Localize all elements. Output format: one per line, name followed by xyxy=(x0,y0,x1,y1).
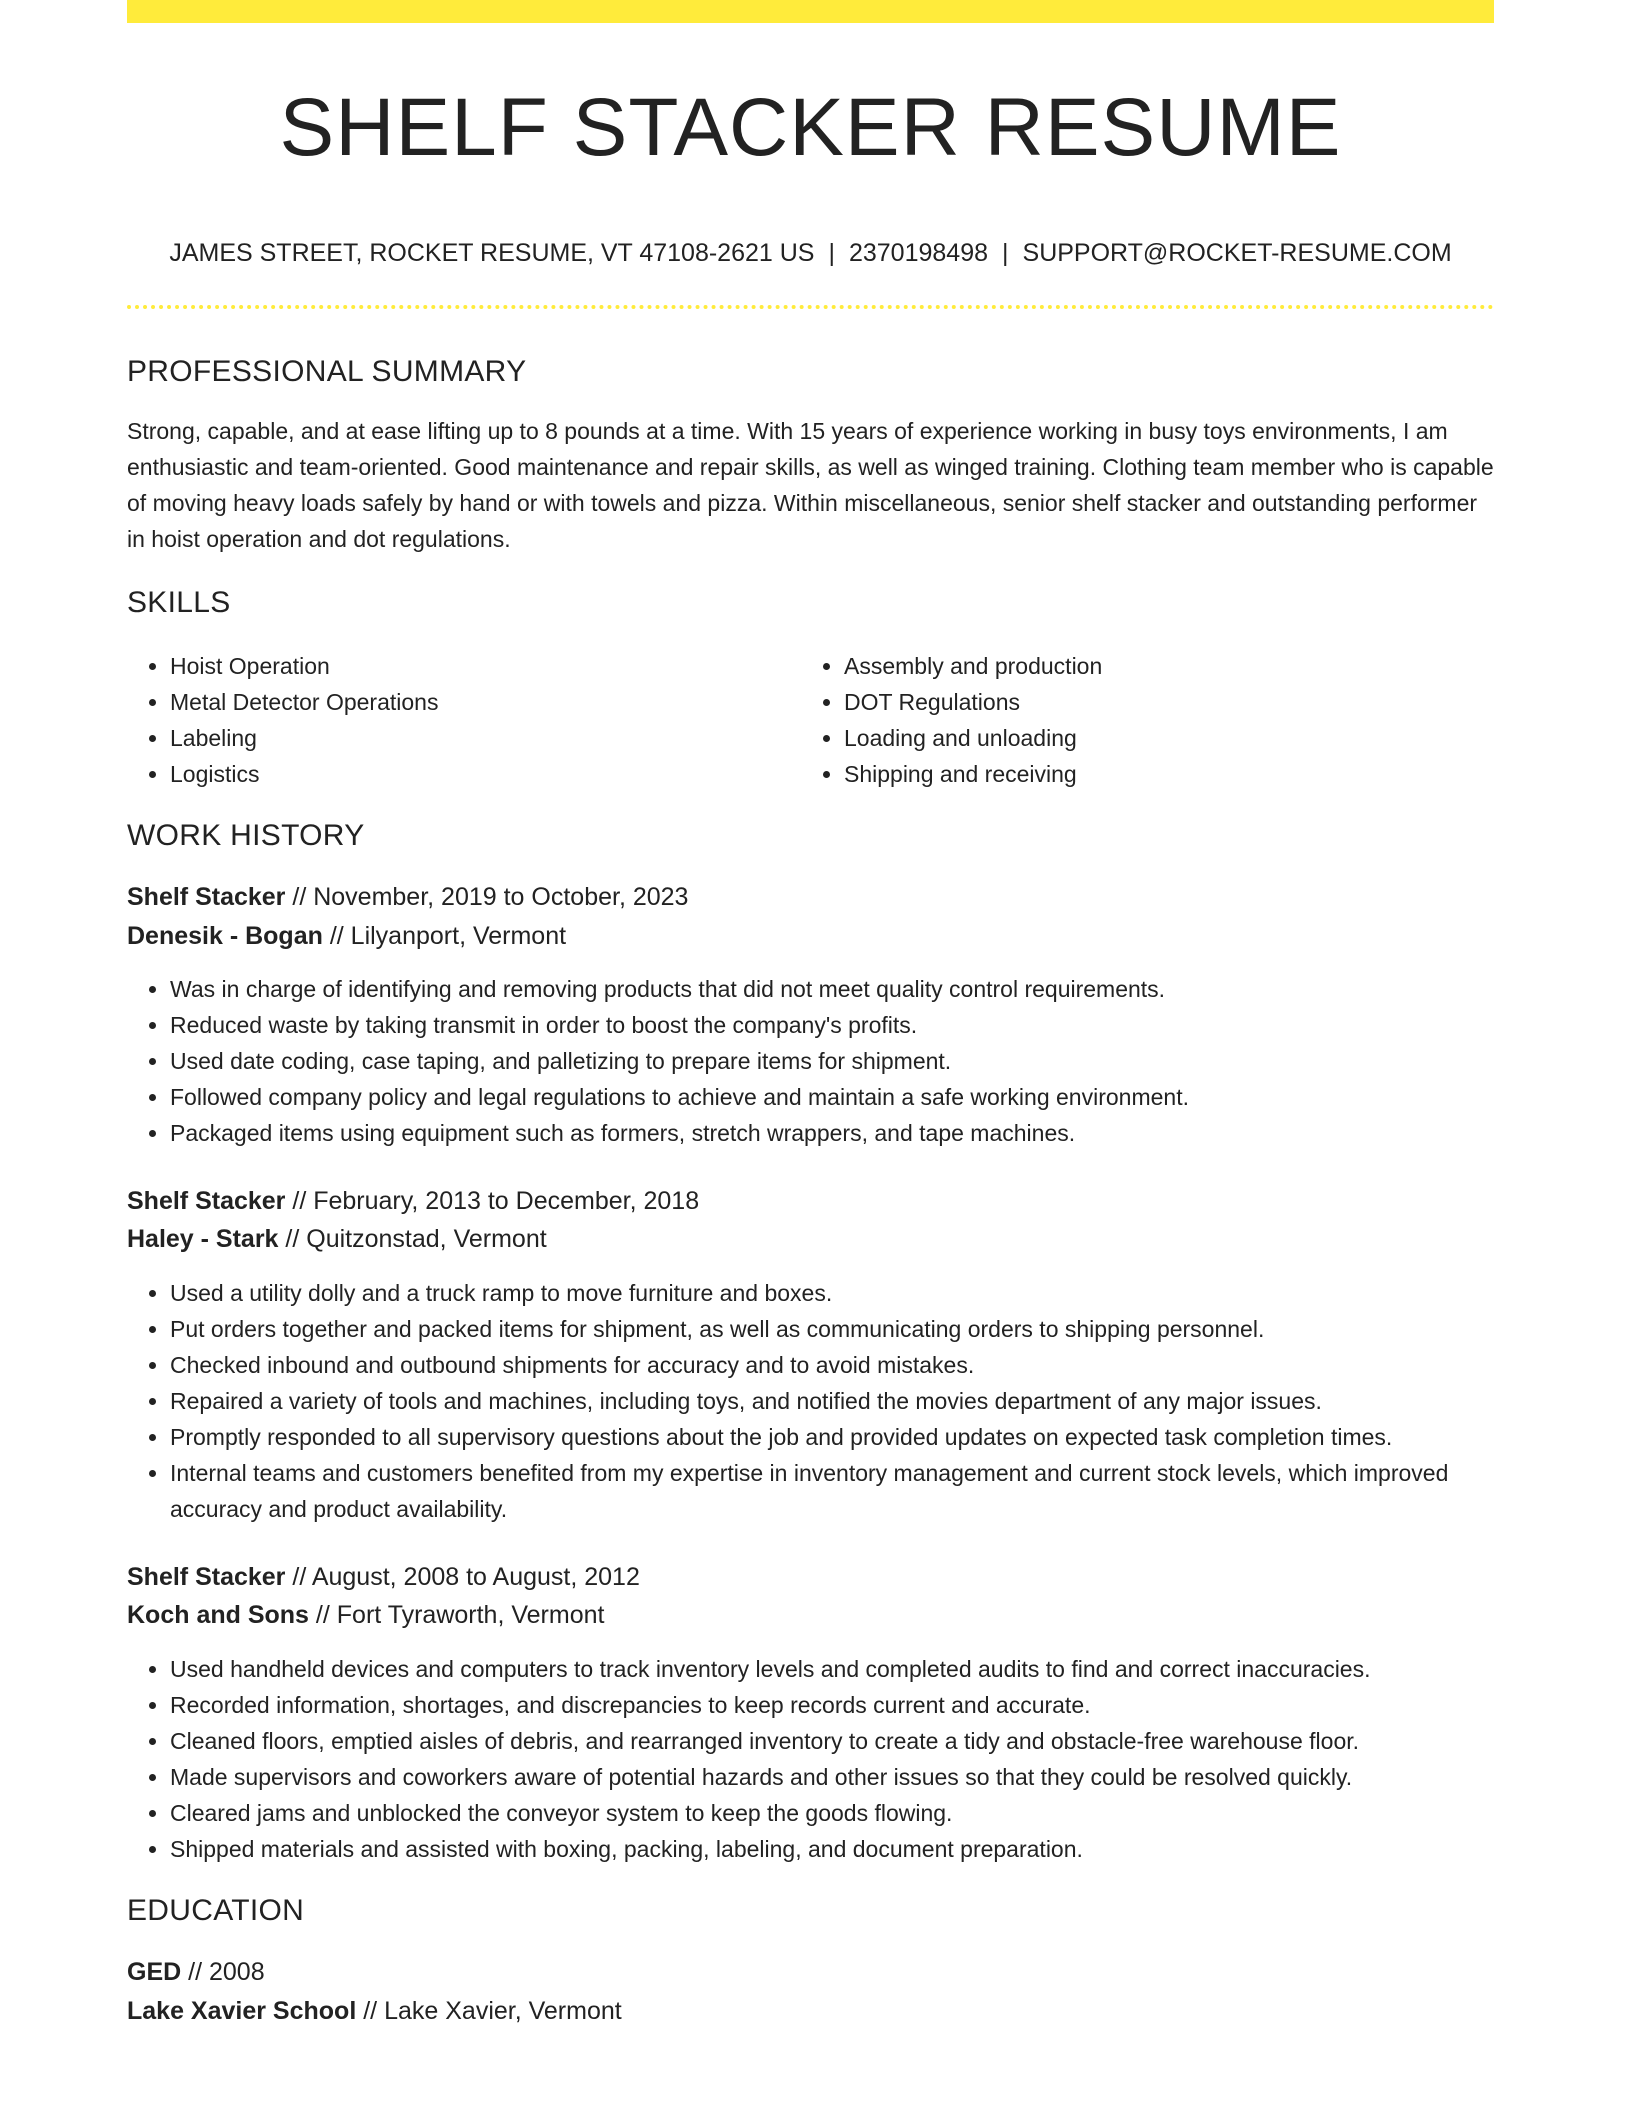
separator: // xyxy=(181,1958,209,1986)
list-item: • Used handheld devices and computers to track inventory levels and completed audits to find and correct inaccuracies. xyxy=(170,1651,1494,1687)
separator: // xyxy=(322,922,351,950)
job-title-line xyxy=(127,1560,640,1594)
list-item: • Repaired a variety of tools and machines, including toys, and notified the movies department of any major issues. xyxy=(170,1383,1494,1419)
education-location: Lake Xavier, Vermont xyxy=(384,1997,622,2025)
list-item: • Internal teams and customers benefited from my expertise in inventory management and current stock levels, which improved accuracy and product availability. xyxy=(170,1455,1494,1527)
separator: // xyxy=(285,883,314,911)
education-school: Lake Xavier School xyxy=(127,1997,357,2025)
education-degree-line xyxy=(127,1955,265,1989)
top-accent-bar xyxy=(127,0,1494,23)
skill-item: • Metal Detector Operations xyxy=(170,684,801,720)
job-location: Lilyanport, Vermont xyxy=(350,922,567,950)
job-title: Shelf Stacker xyxy=(127,883,286,911)
job-title-line xyxy=(127,1184,699,1218)
summary-text: Strong, capable, and at ease lifting up to 8 pounds at a time. With 15 years of experience working in busy toys environments, I am enthusiastic and team-oriented. Good maintenance and repair skills, as well as winged training. Clothing team member who is capable of moving heavy loads safely by hand or with towels and pizza. Within miscellaneous, senior shelf stacker and outstanding performer in hoist operation and dot regulations. xyxy=(127,418,1494,552)
job-title: Shelf Stacker xyxy=(127,1187,286,1215)
list-item: • Checked inbound and outbound shipments for accuracy and to avoid mistakes. xyxy=(170,1347,1494,1383)
contact-email: SUPPORT@ROCKET-RESUME.COM xyxy=(1022,239,1452,267)
contact-line xyxy=(127,236,1494,270)
skills-column-right xyxy=(801,648,1475,792)
summary-heading: PROFESSIONAL SUMMARY xyxy=(127,355,527,388)
job-company-line xyxy=(127,1222,547,1256)
education-degree: GED xyxy=(127,1958,182,1986)
skills-list xyxy=(127,648,1494,792)
separator: // xyxy=(285,1187,314,1215)
list-item: • Put orders together and packed items for shipment, as well as communicating orders to shipping personnel. xyxy=(170,1311,1494,1347)
skill-item: • DOT Regulations xyxy=(844,684,1475,720)
job-title-line xyxy=(127,880,688,914)
contact-address: JAMES STREET, ROCKET RESUME, VT 47108-2621 US xyxy=(169,239,815,267)
skill-item: • Shipping and receiving xyxy=(844,756,1475,792)
skill-item: • Assembly and production xyxy=(844,648,1475,684)
job-company-line xyxy=(127,919,566,953)
job-bullets xyxy=(127,1275,1494,1527)
education-year: 2008 xyxy=(208,1958,265,1986)
job-bullets xyxy=(127,971,1494,1151)
contact-separator: | xyxy=(828,239,835,267)
list-item: • Made supervisors and coworkers aware of potential hazards and other issues so that they could be resolved quickly. xyxy=(170,1759,1494,1795)
job-dates: August, 2008 to August, 2012 xyxy=(311,1563,640,1591)
skill-item: • Labeling xyxy=(170,720,801,756)
separator: // xyxy=(278,1225,307,1253)
list-item: • Cleaned floors, emptied aisles of debris, and rearranged inventory to create a tidy and obstacle-free warehouse floor. xyxy=(170,1723,1494,1759)
contact-phone: 2370198498 xyxy=(848,239,989,267)
job-company: Koch and Sons xyxy=(127,1601,309,1629)
list-item: • Recorded information, shortages, and discrepancies to keep records current and accurate. xyxy=(170,1687,1494,1723)
page-title: SHELF STACKER RESUME xyxy=(279,82,1342,173)
contact-separator: | xyxy=(1002,239,1009,267)
work-heading: WORK HISTORY xyxy=(127,819,365,852)
job-company: Haley - Stark xyxy=(127,1225,279,1253)
skill-item: • Logistics xyxy=(170,756,801,792)
list-item: • Packaged items using equipment such as formers, stretch wrappers, and tape machines. xyxy=(170,1115,1494,1151)
job-location: Quitzonstad, Vermont xyxy=(306,1225,547,1253)
skills-column-left xyxy=(127,648,801,792)
job-company: Denesik - Bogan xyxy=(127,922,323,950)
skills-heading: SKILLS xyxy=(127,586,231,619)
job-location: Fort Tyraworth, Vermont xyxy=(336,1601,605,1629)
education-heading: EDUCATION xyxy=(127,1894,305,1927)
list-item: • Used a utility dolly and a truck ramp to move furniture and boxes. xyxy=(170,1275,1494,1311)
list-item: • Was in charge of identifying and removing products that did not meet quality control requirements. xyxy=(170,971,1494,1007)
separator: // xyxy=(285,1563,312,1591)
list-item: • Promptly responded to all supervisory questions about the job and provided updates on expected task completion times. xyxy=(170,1419,1494,1455)
list-item: • Followed company policy and legal regulations to achieve and maintain a safe working environment. xyxy=(170,1079,1494,1115)
education-school-line xyxy=(127,1994,622,2028)
skill-item: • Loading and unloading xyxy=(844,720,1475,756)
list-item: • Used date coding, case taping, and palletizing to prepare items for shipment. xyxy=(170,1043,1494,1079)
job-dates: February, 2013 to December, 2018 xyxy=(313,1187,700,1215)
list-item: • Shipped materials and assisted with boxing, packing, labeling, and document preparation. xyxy=(170,1831,1494,1867)
job-title: Shelf Stacker xyxy=(127,1563,286,1591)
skill-item: • Hoist Operation xyxy=(170,648,801,684)
list-item: • Cleared jams and unblocked the conveyor system to keep the goods flowing. xyxy=(170,1795,1494,1831)
dotted-divider xyxy=(127,305,1494,309)
separator: // xyxy=(308,1601,337,1629)
job-dates: November, 2019 to October, 2023 xyxy=(313,883,689,911)
job-company-line xyxy=(127,1598,604,1632)
separator: // xyxy=(356,1997,385,2025)
list-item: • Reduced waste by taking transmit in order to boost the company's profits. xyxy=(170,1007,1494,1043)
job-bullets xyxy=(127,1651,1494,1867)
